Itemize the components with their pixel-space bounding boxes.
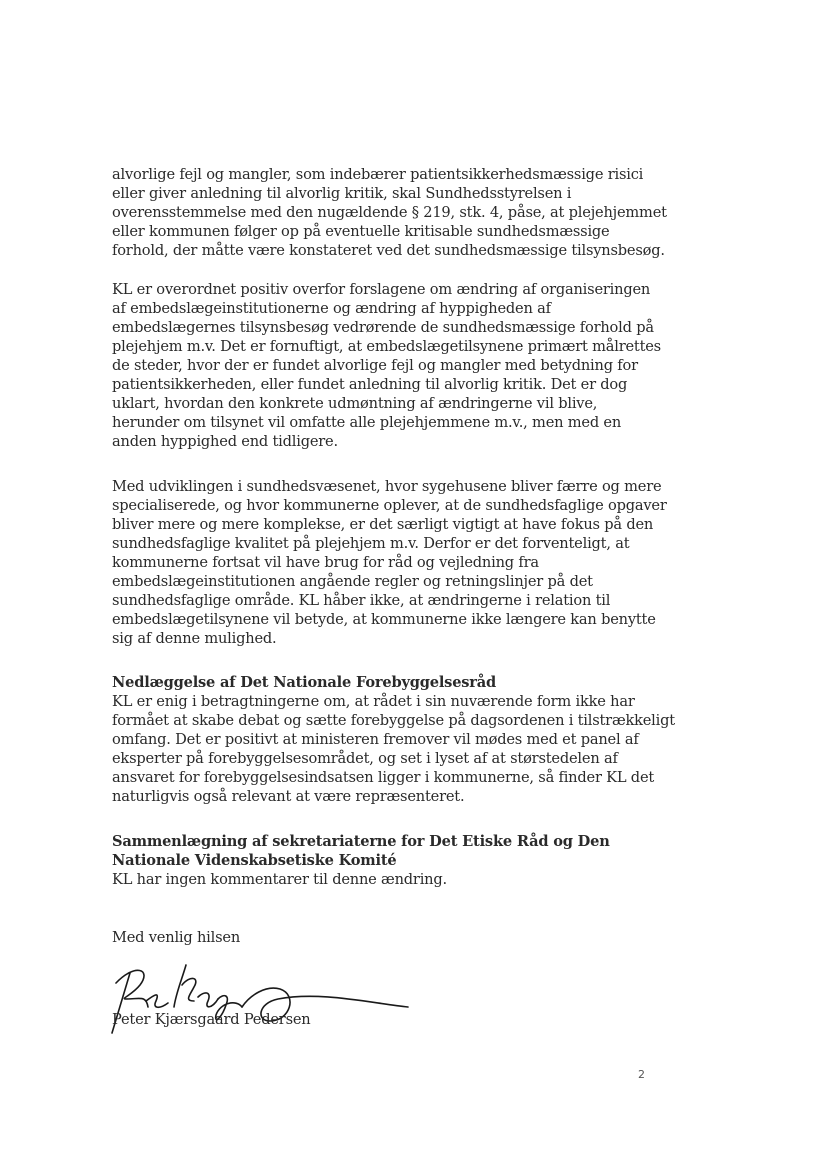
paragraph-line: af embedslægeinstitutionerne og ændring af hyppigheden af <box>112 300 551 317</box>
signer-name: Peter Kjærsgaard Pedersen <box>112 1011 311 1028</box>
paragraph-line: kommunerne fortsat vil have brug for råd og vejledning fra <box>112 554 539 571</box>
paragraph-line: embedslægernes tilsynsbesøg vedrørende de sundhedsmæssige forhold på <box>112 319 654 336</box>
paragraph-line: sundhedsfaglige område. KL håber ikke, at ændringerne i relation til <box>112 592 611 609</box>
paragraph-line: alvorlige fejl og mangler, som indebærer patientsikkerhedsmæssige risici <box>112 166 644 183</box>
paragraph-line: KL har ingen kommentarer til denne ændring. <box>112 871 447 888</box>
page-number: 2 <box>638 1068 645 1081</box>
paragraph-line: eksperter på forebyggelsesområdet, og set i lyset af at størstedelen af <box>112 750 618 767</box>
paragraph-line: sig af denne mulighed. <box>112 630 277 647</box>
paragraph-line: plejehjem m.v. Det er fornuftigt, at embedslægetilsynene primært målrettes <box>112 338 661 355</box>
paragraph-line: naturligvis også relevant at være repræsenteret. <box>112 788 465 805</box>
paragraph-line: eller giver anledning til alvorlig kritik, skal Sundhedsstyrelsen i <box>112 185 572 202</box>
paragraph-ingen-kommentarer <box>112 870 632 889</box>
paragraph-risici <box>112 165 667 260</box>
paragraph-line: overensstemmelse med den nugældende § 219, stk. 4, påse, at plejehjemmet <box>112 204 667 221</box>
paragraph-line: patientsikkerheden, eller fundet anledning til alvorlig kritik. Det er dog <box>112 376 628 393</box>
paragraph-organisering <box>112 280 661 451</box>
paragraph-line: sundhedsfaglige kvalitet på plejehjem m.v. Derfor er det forventeligt, at <box>112 535 630 552</box>
paragraph-line: embedslægetilsynene vil betyde, at kommunerne ikke længere kan benytte <box>112 611 656 628</box>
paragraph-line: anden hyppighed end tidligere. <box>112 433 338 450</box>
paragraph-line: de steder, hvor der er fundet alvorlige fejl og mangler med betydning for <box>112 357 638 374</box>
paragraph-line: embedslægeinstitutionen angående regler og retningslinjer på det <box>112 573 593 590</box>
heading-line: Nationale Videnskabsetiske Komité <box>112 852 397 869</box>
heading-line: Sammenlægning af sekretariaterne for Det Etiske Råd og Den <box>112 833 610 850</box>
section-heading-forebyggelsesraad: Nedlæggelse af Det Nationale Forebyggelsesråd <box>112 674 497 691</box>
paragraph-line: ansvaret for forebyggelsesindsatsen ligger i kommunerne, så finder KL det <box>112 769 655 786</box>
paragraph-line: eller kommunen følger op på eventuelle kritisable sundhedsmæssige <box>112 223 610 240</box>
paragraph-line: bliver mere og mere komplekse, er det særligt vigtigt at have fokus på den <box>112 516 654 533</box>
paragraph-line: formået at skabe debat og sætte forebyggelse på dagsordenen i tilstrækkeligt <box>112 712 675 729</box>
paragraph-line: omfang. Det er positivt at ministeren fremover vil mødes med et panel af <box>112 731 639 748</box>
section-heading-sekretariater <box>112 832 632 870</box>
paragraph-line: herunder om tilsynet vil omfatte alle plejehjemmene m.v., men med en <box>112 414 622 431</box>
paragraph-line: uklart, hvordan den konkrete udmøntning af ændringerne vil blive, <box>112 395 598 412</box>
paragraph-forebyggelsesraad <box>112 692 675 806</box>
paragraph-line: KL er enig i betragtningerne om, at rådet i sin nuværende form ikke har <box>112 693 635 710</box>
closing-salutation: Med venlig hilsen <box>112 929 241 946</box>
paragraph-line: Med udviklingen i sundhedsvæsenet, hvor sygehusene bliver færre og mere <box>112 478 662 495</box>
paragraph-line: KL er overordnet positiv overfor forslagene om ændring af organiseringen <box>112 281 651 298</box>
paragraph-line: forhold, der måtte være konstateret ved det sundhedsmæssige tilsynsbesøg. <box>112 242 665 259</box>
paragraph-line: specialiserede, og hvor kommunerne oplever, at de sundhedsfaglige opgaver <box>112 497 667 514</box>
paragraph-sundhedsvaesenet <box>112 477 667 648</box>
